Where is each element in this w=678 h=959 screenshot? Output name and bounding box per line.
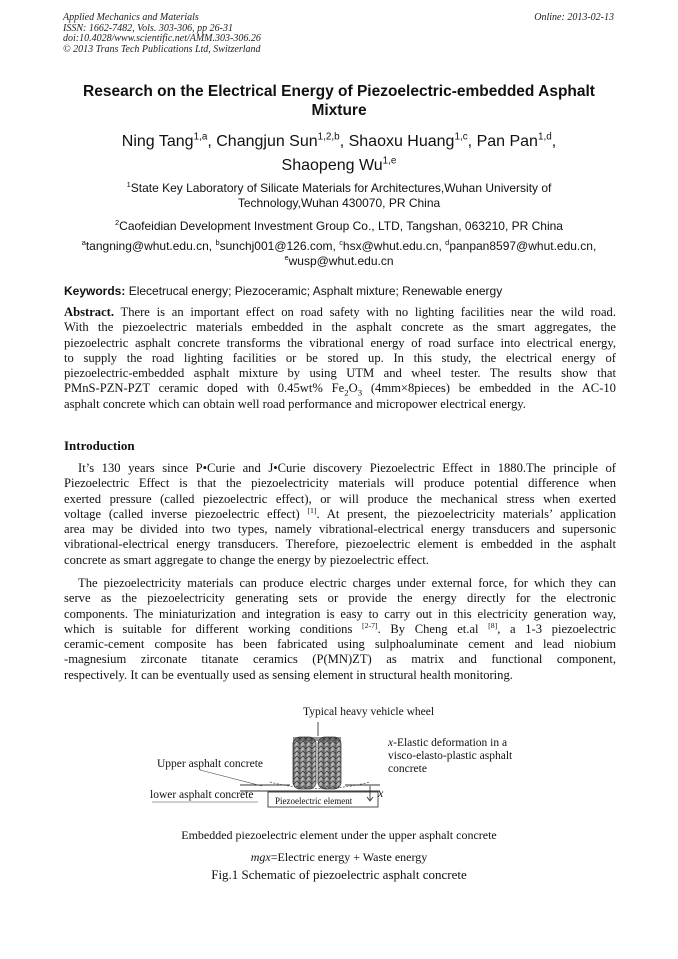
paragraph-text <box>64 507 616 522</box>
paragraph-text: -magnesium zirconate titanate ceramics (P(MN)ZT) as matrix and functional component, <box>64 652 616 667</box>
deformation-label <box>388 737 512 776</box>
email-marker: a <box>81 238 86 247</box>
journal-name: Applied Mechanics and Materials <box>63 12 199 23</box>
x-marker: x <box>378 786 384 800</box>
author-name: Changjun Sun <box>216 133 318 150</box>
affiliation-marker: 1 <box>126 180 131 189</box>
email-link[interactable]: sunchj001@126.com, <box>219 239 336 253</box>
abstract-text: There is an important effect on road safety with no lighting facilities near the wild road. <box>120 305 616 319</box>
equation-text: =Electric energy + Waste energy <box>270 850 428 864</box>
keywords-label: Keywords: <box>64 284 126 298</box>
paragraph-text: concrete as smart aggregate to change the energy by piezoelectric effect. <box>64 552 429 567</box>
subscript: 3 <box>357 388 363 398</box>
paragraph-fragment: . By Cheng et.al <box>377 621 489 636</box>
author-name: Ning Tang <box>121 133 194 150</box>
title-line-1: Research on the Electrical Energy of Piezoelectric-embedded Asphalt <box>83 83 595 100</box>
figure-1 <box>0 700 678 890</box>
intro-paragraph-2 <box>64 576 616 683</box>
author-affiliation-marker: 1,d <box>537 131 552 143</box>
author-name: Pan Pan <box>476 133 538 150</box>
deformation-text: concrete <box>388 763 427 775</box>
intro-paragraph-1 <box>64 461 616 568</box>
tire-icon <box>293 737 341 789</box>
paragraph-text: components. The miniaturization and integration is easy to carry out in this electricity generation way, <box>64 606 616 621</box>
abstract-label: Abstract. <box>64 305 115 319</box>
abstract-text: With the piezoelectric materials embedded in the asphalt concrete as the smart aggregates, the <box>64 320 616 335</box>
paragraph-text: serve as the piezoelectricity generating sets or provide the energy directly for the electronic <box>64 591 616 606</box>
abstract-text: piezoelectric asphalt concrete transforms the vibrational energy of road surface into electrical energy, <box>64 335 616 350</box>
leader-line <box>200 770 262 786</box>
abstract <box>64 305 616 412</box>
author-name: Shaoxu Huang <box>348 133 455 150</box>
paragraph-text: respectively. It can be eventually used as sensing element in structural health monitoring. <box>64 667 513 682</box>
affiliation-2 <box>50 219 628 234</box>
keywords <box>64 284 616 299</box>
paragraph-text <box>64 622 616 637</box>
doi-line: doi:10.4028/www.scientific.net/AMM.303-306.26 <box>63 33 261 44</box>
abstract-text: piezoelectric-embedded asphalt mixture by using UTM and wheel tester. The results show that <box>64 366 616 381</box>
email-link[interactable]: tangning@whut.edu.cn, <box>85 239 213 253</box>
keywords-text: Elecetrucal energy; Piezoceramic; Asphalt mixture; Renewable energy <box>128 284 503 298</box>
email-link[interactable]: hsx@whut.edu.cn, <box>342 239 442 253</box>
email-link[interactable]: panpan8597@whut.edu.cn, <box>449 239 597 253</box>
author-affiliation-marker: 1,a <box>193 131 208 143</box>
paragraph-text: exerted pressure (called piezoelectric effect), or will produce the mechanical stress when exerted <box>64 491 616 506</box>
title-line-2: Mixture <box>311 102 367 119</box>
issn-line: ISSN: 1662-7482, Vols. 303-306, pp 26-31 <box>63 22 233 34</box>
upper-asphalt-label: Upper asphalt concrete <box>157 758 264 770</box>
lower-asphalt-label: lower asphalt concrete <box>150 789 254 801</box>
affiliation-1 <box>50 181 628 210</box>
author-name: Shaopeng Wu <box>281 157 383 174</box>
paragraph-text: It’s 130 years since P•Curie and J•Curie discovery Piezoelectric Effect in 1880.The principle of <box>78 461 616 475</box>
figure-caption: Fig.1 Schematic of piezoelectric asphalt concrete <box>211 867 467 882</box>
abstract-fragment: PMnS-PZN-PZT ceramic doped with 0.45wt% Fe <box>64 381 345 396</box>
author-affiliation-marker: 1,2,b <box>317 131 340 143</box>
email-marker: c <box>339 238 343 247</box>
abstract-fragment: O <box>348 381 358 396</box>
email-marker: b <box>215 238 220 247</box>
email-marker: e <box>284 252 289 262</box>
paragraph-fragment: which is suitable for different working conditions <box>64 621 362 636</box>
author-affiliation-marker: 1,e <box>382 155 397 167</box>
paragraph-text: The piezoelectricity materials can produce electric charges under external force, for which they can <box>78 576 616 590</box>
wheel-label: Typical heavy vehicle wheel <box>303 706 435 718</box>
paragraph-fragment: . At present, the piezoelectricity materials’ application <box>316 506 616 521</box>
paragraph-text: Piezoelectric Effect is that the piezoelectricity materials will produce potential difference when <box>64 476 616 491</box>
deformation-text: -Elastic deformation in a <box>393 737 508 749</box>
journal-header <box>63 13 261 55</box>
paragraph-text: ceramic-cement composite has been fabricated using sulphoaluminate cement and lead niobium <box>64 637 616 652</box>
figure-subcaption: Embedded piezoelectric element under the upper asphalt concrete <box>181 828 497 842</box>
citation-ref[interactable]: [1] <box>307 505 317 515</box>
abstract-text <box>64 381 616 396</box>
online-date: Online: 2013-02-13 <box>534 12 614 23</box>
citation-ref[interactable]: [8] <box>488 620 498 630</box>
paper-title <box>40 82 638 120</box>
paragraph-text: vibrational-electrical energy transducers. Therefore, piezoelectric element is embedded in the asphalt <box>64 537 616 552</box>
piezoelectric-element-label: Piezoelectric element <box>275 796 353 806</box>
affiliation-text: State Key Laboratory of Silicate Materials for Architectures,Wuhan University of <box>130 181 552 195</box>
affiliation-text: Technology,Wuhan 430070, PR China <box>237 195 441 210</box>
email-link[interactable]: wusp@whut.edu.cn <box>288 253 394 268</box>
equation-variable: mgx <box>250 850 271 864</box>
figure-equation <box>0 850 678 865</box>
affiliation-marker: 2 <box>115 218 120 227</box>
citation-ref[interactable]: [2-7] <box>362 620 378 630</box>
section-heading: Introduction <box>64 438 135 453</box>
paragraph-fragment: voltage (called inverse piezoelectric effect) <box>64 506 308 521</box>
abstract-fragment: (4mm×8pieces) be embedded in the AC-10 <box>362 381 616 396</box>
author-list: Ning Tang$^{1,a}$, Changjun Sun$^{1,2,b}$, Shaoxu Huang$^{1,c}$, Pan Pan$^{1,d}$, Shaopeng Wu$^{1,e}$ <box>121 131 557 174</box>
author-affiliation-marker: 1,c <box>454 131 468 143</box>
subscript: 2 <box>344 388 349 398</box>
email-list <box>50 239 628 268</box>
email-marker: d <box>445 238 450 247</box>
copyright-line: © 2013 Trans Tech Publications Ltd, Switzerland <box>63 43 261 55</box>
abstract-text: asphalt concrete which can obtain well road performance and micropower electrical energy. <box>64 396 526 411</box>
deformation-text: visco-elasto-plastic asphalt <box>388 750 513 762</box>
paragraph-fragment: , a 1-3 piezoelectric <box>497 621 616 636</box>
affiliation-text: Caofeidian Development Investment Group Co., LTD, Tangshan, 063210, PR China <box>119 219 563 233</box>
paragraph-text: area may be divided into two types, namely vibrational-electrical energy transducers and supersonic <box>64 522 616 537</box>
variable-x: x <box>388 737 394 749</box>
abstract-text: to supply the road lighting facilities or be stored up. In this study, the electrical energy of <box>64 350 616 365</box>
